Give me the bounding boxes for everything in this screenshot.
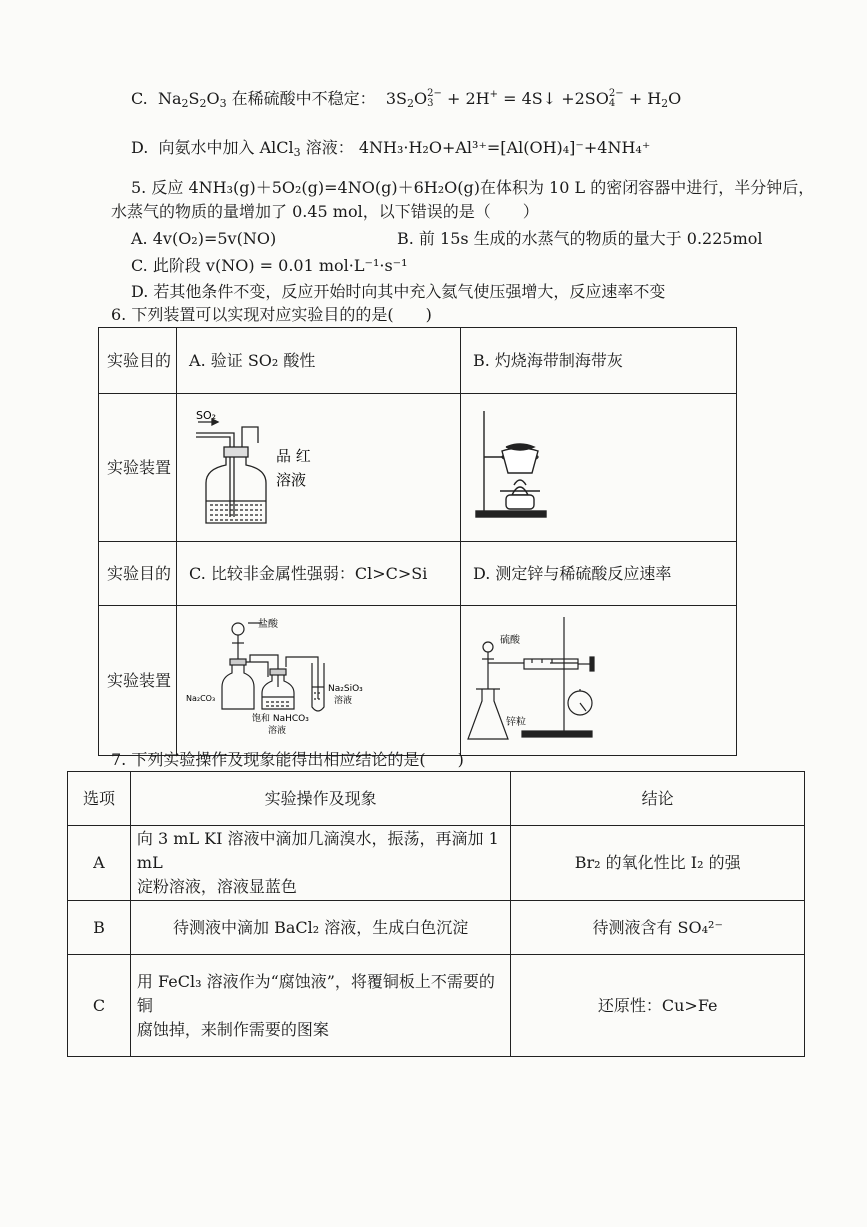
q6-row-label-purpose-2: 实验目的 bbox=[99, 542, 177, 606]
q6-b-purpose: B. 灼烧海带制海带灰 bbox=[461, 328, 737, 394]
q7-row-a-op-line1: 向 3 mL KI 溶液中滴加几滴溴水，振荡，再滴加 1 mL bbox=[136, 829, 499, 872]
q7-table bbox=[67, 771, 805, 1057]
q5-stem-line1: 5. 反应 4NH₃(g)＋5O₂(g)=4NO(g)＋6H₂O(g)在体积为 10 L 的密闭容器中进行，半分钟后， bbox=[131, 178, 815, 197]
q4-d-text2: 溶液： bbox=[300, 138, 354, 157]
q5-stem-line2: 水蒸气的物质的量增加了 0.45 mol，以下错误的是（ ） bbox=[111, 202, 539, 221]
q6-a-gas-label: SO₂ bbox=[196, 409, 217, 422]
q4-option-d: D. 向氨水中加入 AlCl$_3$ 溶液： 4NH₃·H₂O+Al³⁺=[Al(OH)₄]⁻+4NH₄⁺ bbox=[131, 138, 651, 159]
q7-header-conclusion: 结论 bbox=[511, 772, 805, 826]
q7-stem: 7. 下列实验操作及现象能得出相应结论的是( ) bbox=[111, 750, 464, 769]
q6-c-figure bbox=[178, 607, 458, 747]
q6-table bbox=[98, 327, 737, 756]
q7-header-option: 选项 bbox=[68, 772, 131, 826]
q6-c-figure-cell bbox=[177, 606, 461, 756]
q4-d-text: 向氨水中加入 AlCl bbox=[158, 138, 294, 157]
q5-option-c: C. 此阶段 v(NO) = 0.01 mol·L⁻¹·s⁻¹ bbox=[131, 256, 408, 275]
q6-c-middle-label-line2: 溶液 bbox=[268, 726, 287, 736]
q7-row-c-conclusion: 还原性：Cu>Fe bbox=[511, 955, 805, 1057]
q4-c-text: 在稀硫酸中不稳定： bbox=[231, 89, 376, 108]
q7-row-b-option: B bbox=[68, 901, 131, 955]
q4-d-equation: 4NH₃·H₂O+Al³⁺=[Al(OH)₄]⁻+4NH₄⁺ bbox=[358, 138, 651, 157]
q6-c-right-label-line1: Na₂SiO₃ bbox=[328, 684, 363, 694]
q5-option-d: D. 若其他条件不变，反应开始时向其中充入氦气使压强增大，反应速率不变 bbox=[131, 282, 666, 301]
q6-c-right-label-line2: 溶液 bbox=[334, 696, 353, 706]
q6-b-figure-cell bbox=[461, 394, 737, 542]
q6-d-figure bbox=[462, 607, 734, 747]
q6-a-reagent-line1: 品 红 bbox=[276, 447, 311, 465]
q6-row-label-device-2: 实验装置 bbox=[99, 606, 177, 756]
q6-stem: 6. 下列装置可以实现对应实验目的的是( ) bbox=[111, 305, 432, 324]
q7-row-c-option: C bbox=[68, 955, 131, 1057]
q6-c-left-label: Na₂CO₃ bbox=[186, 694, 216, 703]
q4-c-label: C. bbox=[131, 89, 148, 108]
q7-row-a-conclusion: Br₂ 的氧化性比 I₂ 的强 bbox=[511, 826, 805, 901]
q5-option-a: A. 4v(O₂)=5v(NO) bbox=[131, 229, 277, 248]
q6-c-acid-label: 盐酸 bbox=[258, 619, 279, 630]
q6-d-solid-label: 锌粒 bbox=[506, 717, 526, 728]
q7-row-a-operation bbox=[130, 826, 510, 901]
q7-row-a-option: A bbox=[68, 826, 131, 901]
q4-option-c: C. $Na_2S_2O_3$ 在稀硫酸中不稳定： $3S_2O2-$ 3 + 2H+ = 4S↓ +2SO2− $4 + H_2O$ bbox=[131, 88, 682, 110]
q5-option-b: B. 前 15s 生成的水蒸气的物质的量大于 0.225mol bbox=[397, 229, 763, 248]
q7-row-c-op-line1: 用 FeCl₃ 溶液作为“腐蚀液”，将覆铜板上不需要的铜 bbox=[136, 971, 495, 1015]
q7-header-operation: 实验操作及现象 bbox=[130, 772, 510, 826]
q6-b-figure bbox=[462, 395, 734, 533]
q6-a-figure-cell bbox=[177, 394, 461, 542]
q6-d-purpose: D. 测定锌与稀硫酸反应速率 bbox=[461, 542, 737, 606]
q6-a-reagent-line2: 溶液 bbox=[276, 471, 307, 489]
q7-row-c-operation bbox=[130, 955, 510, 1057]
q6-c-middle-label-line1: 饱和 NaHCO₃ bbox=[252, 714, 309, 724]
q7-row-c-op-line2: 腐蚀掉，来制作需要的图案 bbox=[136, 1019, 329, 1039]
q6-d-acid-label: 硫酸 bbox=[500, 635, 520, 646]
q6-d-figure-cell bbox=[461, 606, 737, 756]
q6-a-purpose: A. 验证 SO₂ 酸性 bbox=[177, 328, 461, 394]
q6-row-label-purpose-1: 实验目的 bbox=[99, 328, 177, 394]
q7-row-a-op-line2: 淀粉溶液，溶液显蓝色 bbox=[136, 877, 297, 896]
q4-d-label: D. bbox=[131, 138, 149, 157]
q6-c-purpose: C. 比较非金属性强弱：Cl>C>Si bbox=[177, 542, 461, 606]
q7-row-b-conclusion: 待测液含有 SO₄²⁻ bbox=[511, 901, 805, 955]
q6-a-figure bbox=[178, 395, 458, 533]
q7-row-b-operation: 待测液中滴加 BaCl₂ 溶液，生成白色沉淀 bbox=[130, 901, 510, 955]
q6-row-label-device-1: 实验装置 bbox=[99, 394, 177, 542]
